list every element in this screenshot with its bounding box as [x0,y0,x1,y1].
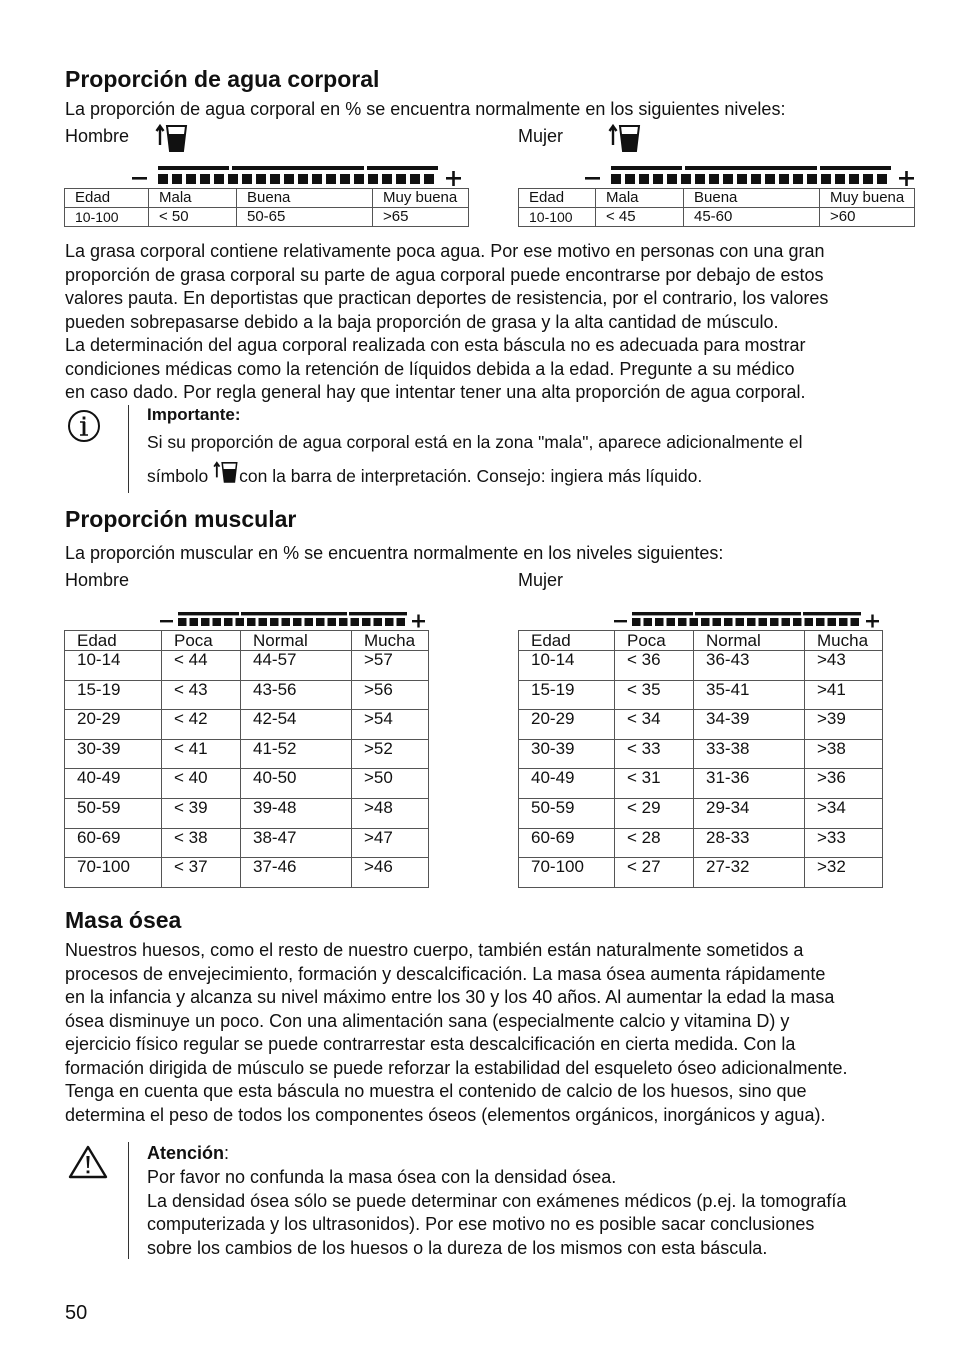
bar-segment [397,618,406,626]
bar-segment [793,174,803,184]
bar-segment [701,618,710,626]
table-cell: >38 [805,739,883,769]
text-line: formación dirigida de músculo se puede reforzar la estabilidad del esqueleto óseo adicionalmente. [65,1057,848,1078]
bar-segment [751,174,761,184]
table-row [519,858,883,888]
muscle-women-label: Mujer [518,570,564,590]
bar-segment [284,174,294,184]
table-cell: 40-49 [519,769,615,799]
bar-segment [326,174,336,184]
bar-segment [270,174,280,184]
bar-segment [351,618,360,626]
table-cell: 60-69 [519,828,615,858]
bar-segment [737,174,747,184]
table-row [65,710,429,740]
bar-segment [747,618,756,626]
table-cell: 34-39 [694,710,805,740]
text-line: ejercicio físico regular se puede contrarrestar esta descalcificación en cierta medida. Con la [65,1034,796,1054]
table-cell: 37-46 [241,858,352,888]
water-glass-icon [155,123,189,153]
table-cell: < 39 [162,798,241,828]
table-header: Buena [237,189,373,208]
table-row [519,651,883,681]
bar-segment [354,174,364,184]
important-text: Si su proporción de agua corporal está en la zona "mala", aparece adicionalmente el [147,432,803,452]
water-paragraph [65,240,828,405]
table-cell: >65 [373,208,469,227]
table-cell: < 44 [162,651,241,681]
bar-segment [172,174,182,184]
bar-segment [247,618,256,626]
table-cell: 10-100 [65,208,149,227]
note-divider [128,405,129,493]
text-line: La densidad ósea sólo se puede determinar con exámenes médicos (p.ej. la tomografía [147,1190,847,1211]
interpretation-bar [158,610,430,632]
table-header: Buena [684,189,820,208]
text-line: valores pauta. En deportistas que practican deportes de resistencia, por el contrario, los valores [65,288,829,308]
bar-segment [805,618,814,626]
bar-segment [821,174,831,184]
bar-segment [410,174,420,184]
text-line: computerizada y los ultrasonidos). Por ese motivo no es posible sacar conclusiones [147,1214,815,1234]
bar-segment [695,174,705,184]
bar-segment [190,618,199,626]
interpretation-bar [583,163,923,189]
muscle-table-women [518,630,883,888]
table-cell: >43 [805,651,883,681]
water-table-women [518,188,915,227]
table-row [65,769,429,799]
bar-segment [793,618,802,626]
important-text-symbol-label: símbolo [147,466,209,486]
table-row [65,680,429,710]
bar-segment [782,618,791,626]
table-cell: < 50 [149,208,237,227]
table-cell: < 38 [162,828,241,858]
table-cell: 10-100 [519,208,596,227]
table-header: Normal [241,631,352,651]
table-cell: 10-14 [519,651,615,681]
table-header: Muy buena [373,189,469,208]
bar-segment [653,174,663,184]
table-cell: < 40 [162,769,241,799]
table-cell: 39-48 [241,798,352,828]
bar-segment [625,174,635,184]
important-text-rest: con la barra de interpretación. Consejo: ingiera más líquido. [239,466,703,486]
table-cell: 42-54 [241,710,352,740]
table-cell: < 31 [615,769,694,799]
bar-segment [723,174,733,184]
text-line: sobre los cambios de los huesos o la dureza de los mismos con esta báscula. [147,1237,768,1258]
table-cell: 70-100 [519,858,615,888]
bar-segment [690,618,699,626]
bar-segment [736,618,745,626]
table-cell: >56 [352,680,429,710]
bar-segment [709,174,719,184]
bar-segment [759,618,768,626]
bar-segment [849,174,859,184]
table-cell: 20-29 [65,710,162,740]
table-cell: 27-32 [694,858,805,888]
water-women-label: Mujer [518,126,564,146]
bone-paragraph [65,939,847,1127]
table-header: Mucha [352,631,429,651]
bar-segment [835,174,845,184]
water-men-label: Hombre [65,126,130,146]
bar-segment [382,174,392,184]
bar-segment [667,174,677,184]
bar-segment [807,174,817,184]
table-header: Mala [596,189,684,208]
table-cell: < 36 [615,651,694,681]
bar-segment [362,618,371,626]
table-row [65,798,429,828]
table-cell: < 41 [162,739,241,769]
table-row [65,828,429,858]
table-cell: < 33 [615,739,694,769]
table-cell: < 45 [596,208,684,227]
table-header: Edad [519,631,615,651]
info-circle-icon [67,409,101,443]
table-cell: 40-49 [65,769,162,799]
warning-triangle-icon [67,1144,109,1180]
note-divider [128,1142,129,1259]
text-line: determina el peso de todos los componentes óseos (elementos orgánicos, inorgánicos y agua). [65,1104,826,1125]
table-cell: >60 [820,208,915,227]
table-cell: < 29 [615,798,694,828]
bar-segment [293,618,302,626]
text-line: La determinación del agua corporal realizada con esta báscula no es adecuada para mostrar [65,335,806,355]
bar-segment [828,618,837,626]
table-header: Mucha [805,631,883,651]
table-cell: 35-41 [694,680,805,710]
water-section-title: Proporción de agua corporal [65,66,380,92]
table-cell: 30-39 [519,739,615,769]
table-cell: 50-65 [237,208,373,227]
page-number: 50 [65,1302,88,1324]
muscle-men-label: Hombre [65,570,130,590]
attention-text [147,1166,846,1260]
table-cell: >57 [352,651,429,681]
water-glass-icon [213,460,239,484]
text-line: en la infancia y alcanza su nivel máximo entre los 30 y los 40 años. Al aumentar la edad la masa [65,987,835,1007]
table-cell: >52 [352,739,429,769]
bar-segment [724,618,733,626]
table-cell: 70-100 [65,858,162,888]
muscle-table-men [64,630,429,888]
water-intro: La proporción de agua corporal en % se encuentra normalmente en los siguientes niveles: [65,99,786,119]
bar-segment [178,618,187,626]
table-cell: 41-52 [241,739,352,769]
bar-segment [713,618,722,626]
text-line: Por favor no confunda la masa ósea con la densidad ósea. [147,1167,617,1187]
table-cell: >39 [805,710,883,740]
text-line: La grasa corporal contiene relativamente poca agua. Por ese motivo en personas con una gran [65,241,825,261]
table-cell: 36-43 [694,651,805,681]
bar-segment [316,618,325,626]
bar-segment [340,174,350,184]
muscle-intro: La proporción muscular en % se encuentra normalmente en los niveles siguientes: [65,543,724,563]
bone-section-title: Masa ósea [65,907,182,933]
bar-segment [678,618,687,626]
table-cell: < 35 [615,680,694,710]
table-cell: < 37 [162,858,241,888]
table-cell: >41 [805,680,883,710]
bar-segment [681,174,691,184]
table-header: Poca [162,631,241,651]
table-cell: 43-56 [241,680,352,710]
bar-segment [655,618,664,626]
table-cell: >46 [352,858,429,888]
table-row [519,710,883,740]
table-cell: 15-19 [65,680,162,710]
text-line: Nuestros huesos, como el resto de nuestro cuerpo, también están naturalmente sometidos a [65,940,804,960]
table-header: Poca [615,631,694,651]
table-cell: >54 [352,710,429,740]
muscle-section-title: Proporción muscular [65,506,297,532]
table-row [519,798,883,828]
table-row [519,739,883,769]
bar-segment [200,174,210,184]
text-line: proporción de grasa corporal su parte de agua corporal puede encontrarse por debajo de estos [65,264,824,285]
attention-title [147,1143,229,1164]
attention-title-text: Atención [147,1143,225,1163]
bar-segment [374,618,383,626]
water-glass-icon [608,123,642,153]
bar-segment [385,618,394,626]
table-cell: >50 [352,769,429,799]
table-cell: >33 [805,828,883,858]
table-cell: 28-33 [694,828,805,858]
bar-segment [186,174,196,184]
table-cell: 20-29 [519,710,615,740]
bar-segment [770,618,779,626]
table-cell: 38-47 [241,828,352,858]
bar-segment [242,174,252,184]
table-cell: 50-59 [519,798,615,828]
bar-segment [611,174,621,184]
table-cell: 30-39 [65,739,162,769]
bar-segment [667,618,676,626]
bar-segment [877,174,887,184]
bar-segment [305,618,314,626]
bar-segment [368,174,378,184]
text-line: en caso dado. Por regla general hay que intentar tener una alta proporción de agua corporal. [65,382,806,402]
attention-colon: : [224,1143,230,1163]
table-cell: >48 [352,798,429,828]
table-row [519,828,883,858]
table-cell: < 28 [615,828,694,858]
bar-segment [298,174,308,184]
bar-segment [863,174,873,184]
bar-segment [839,618,848,626]
bar-segment [312,174,322,184]
bar-segment [256,174,266,184]
important-text-2 [147,460,702,487]
important-title: Importante: [147,405,241,424]
bar-segment [270,618,279,626]
bar-segment [228,174,238,184]
table-cell: 50-59 [65,798,162,828]
table-cell: 44-57 [241,651,352,681]
bar-segment [816,618,825,626]
table-cell: 45-60 [684,208,820,227]
bar-segment [158,174,168,184]
table-cell: >32 [805,858,883,888]
table-row [65,858,429,888]
bar-segment [214,174,224,184]
table-cell: >47 [352,828,429,858]
bar-segment [779,174,789,184]
bar-segment [213,618,222,626]
bar-segment [224,618,233,626]
table-cell: 10-14 [65,651,162,681]
text-line: condiciones médicas como la retención de líquidos debida a la edad. Pregunte a su médico [65,358,795,379]
bar-segment [396,174,406,184]
bar-segment [765,174,775,184]
bar-segment [639,174,649,184]
table-header: Edad [519,189,596,208]
bar-segment [201,618,210,626]
bar-segment [644,618,653,626]
table-row [519,769,883,799]
table-cell: 33-38 [694,739,805,769]
interpretation-bar [130,163,470,189]
table-cell: < 27 [615,858,694,888]
table-header: Normal [694,631,805,651]
bar-segment [339,618,348,626]
table-cell: >36 [805,769,883,799]
table-cell: < 43 [162,680,241,710]
table-cell: < 34 [615,710,694,740]
bar-segment [259,618,268,626]
bar-segment [851,618,860,626]
table-row [65,651,429,681]
table-cell: 31-36 [694,769,805,799]
bar-segment [282,618,291,626]
text-line: Tenga en cuenta que esta báscula no muestra el contenido de calcio de los huesos, sino que [65,1081,807,1101]
table-cell: < 42 [162,710,241,740]
bar-segment [632,618,641,626]
table-row [65,739,429,769]
water-table-men [64,188,469,227]
table-cell: >34 [805,798,883,828]
table-header: Edad [65,189,149,208]
table-cell: 29-34 [694,798,805,828]
bar-segment [424,174,434,184]
table-header: Muy buena [820,189,915,208]
text-line: procesos de envejecimiento, formación y descalcificación. La masa ósea aumenta rápidamente [65,963,826,984]
bar-segment [236,618,245,626]
table-header: Mala [149,189,237,208]
table-row [519,680,883,710]
text-line: ósea disminuye un poco. Con una alimentación sana (especialmente calcio y vitamina D) y [65,1010,790,1031]
bar-segment [328,618,337,626]
table-header: Edad [65,631,162,651]
table-cell: 60-69 [65,828,162,858]
table-cell: 15-19 [519,680,615,710]
interpretation-bar [612,610,884,632]
text-line: pueden sobrepasarse debido a la baja proporción de grasa y la alta cantidad de músculo. [65,311,779,332]
table-cell: 40-50 [241,769,352,799]
